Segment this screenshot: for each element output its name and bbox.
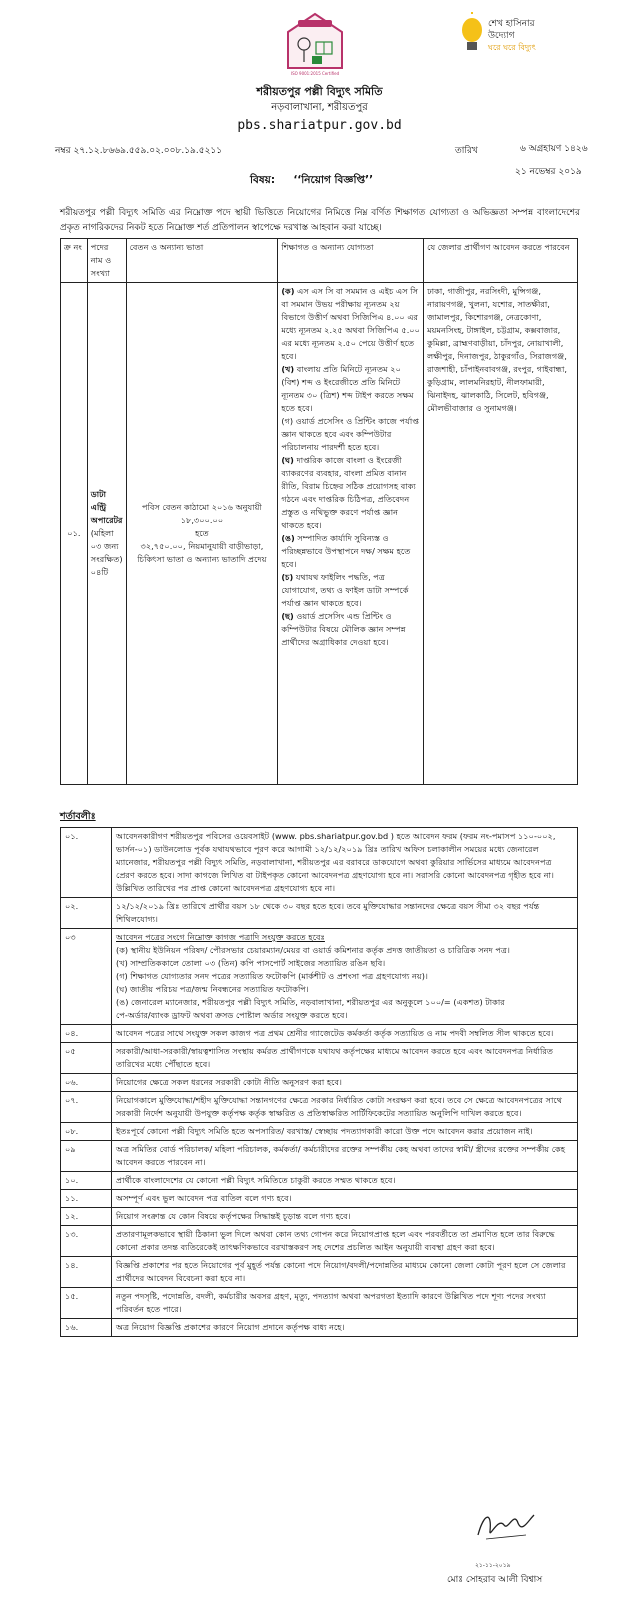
term-text: আবেদন পত্রের সাথে সংযুক্ত সকল কাজগ পত্র প্রথম শ্রেনীর গ্যাজেটেড কর্মকর্তা কর্তৃক সত্যায়িত ও নাম পদবী সম্বলিত সীল থাকতে হবে। xyxy=(112,1025,578,1043)
campaign-line2: উদ্যোগ xyxy=(488,31,515,41)
subject xyxy=(250,173,373,190)
signature xyxy=(470,1505,540,1545)
date-english: ২১ নভেম্বর ২০১৯ xyxy=(515,167,582,177)
term-row: ০৬. নিয়োগের ক্ষেত্রে সকল ধরনের সরকারী কোটা নীতি অনুসরণ করা হবে। xyxy=(61,1074,578,1092)
term-row: ০৮. ইতঃপূর্বে কোনো পল্লী বিদ্যুৎ সমিতি হতে অপসারিত/ বরখাস্ত/ স্বেচ্ছায় পদত্যাগকারী কারো উক্ত পদে আবেদন করার প্রয়োজন নাই। xyxy=(61,1123,578,1141)
org-address: নড়বালাখানা, শরীয়তপুর xyxy=(271,102,368,113)
term-text: আবেদন পত্রের সংগে নিম্নোক্ত কাগজ পত্রাদি সংযুক্ত করতে হবেঃ (ক) স্থানীয় ইউনিয়ন পরিষদ/ পৌরসভার চেয়ারম্যান/মেয়র বা ওয়ার্ড কমিশনার কর্তৃক প্রদত্ত জাতীয়তা ও চারিত্রিক সনদ পত্র। (খ) সাম্প্রতিককালে তোলা ০৩ (তিন) কপি পাসপোর্ট সাইজের সত্যায়িত রঙিন ছবি। (গ) শিক্ষাগত যোগ্যতার সনদ পত্রের সত্যায়িত ফটোকপি (মার্কশীট ও প্রশংসা পত্র গ্রহণযোগ্য নয়)। (ঘ) জাতীয় পরিচয় পত্র/জন্ম নিবন্ধনের সত্যায়িত ফটোকপি। (ঙ) জেনারেল ম্যানেজার, শরীয়তপুর পল্লী বিদ্যুৎ সমিতি, নড়বালাখানা, শরীয়তপুর এর অনুকূলে ১০০/= (একশত) টাকার পে-অর্ডার/ব্যাংক ড্রাফট অথবা ক্রসড পোষ্টাল অর্ডার সংযুক্ত করতে হবে। xyxy=(112,929,578,1025)
term-row: ১১. অসম্পূর্ণ এবং ভুল আবেদন পত্র বাতিল বলে গণ্য হবে। xyxy=(61,1190,578,1208)
subject-label: বিষয়: xyxy=(250,174,276,186)
header-districts: যে জেলার প্রার্থীগণ আবেদন করতে পারবেন xyxy=(424,239,578,283)
salary-line3: ৩২,৭৫০.০০, নিয়মানুযায়ী বাড়ীভাড়া, চিকিৎসা ভাতা ও অন্যান্য ভাতাদি প্রদেয় xyxy=(137,541,267,564)
term-text: অত্র নিয়োগ বিজ্ঞপ্তি প্রকাশের কারণে নিয়োগ প্রদানে কর্তৃপক্ষ বাধ্য নহে। xyxy=(112,1319,578,1337)
iso-text: ISO 9001:2015 Certified xyxy=(290,71,340,76)
term-row: ০৩ আবেদন পত্রের সংগে নিম্নোক্ত কাগজ পত্রাদি সংযুক্ত করতে হবেঃ (ক) স্থানীয় ইউনিয়ন পরিষদ/ পৌরসভার চেয়ারম্যান/মেয়র বা ওয়ার্ড কমিশনার কর্তৃক প্রদত্ত জাতীয়তা ও চারিত্রিক সনদ পত্র। (খ) সাম্প্রতিককালে তোলা ০৩ (তিন) কপি পাসপোর্ট সাইজের সত্যায়িত রঙিন ছবি। (গ) শিক্ষাগত যোগ্যতার সনদ পত্রের সত্যায়িত ফটোকপি (মার্কশীট ও প্রশংসা পত্র গ্রহণযোগ্য নয়)। (ঘ) জাতীয় পরিচয় পত্র/জন্ম নিবন্ধনের সত্যায়িত ফটোকপি। (ঙ) জেনারেল ম্যানেজার, শরীয়তপুর পল্লী বিদ্যুৎ সমিতি, নড়বালাখানা, শরীয়তপুর এর অনুকূলে ১০০/= (একশত) টাকার পে-অর্ডার/ব্যাংক ড্রাফট অথবা ক্রসড পোষ্টাল অর্ডার সংযুক্ত করতে হবে। xyxy=(61,929,578,1025)
intro-paragraph: শরীয়তপুর পল্লী বিদ্যুৎ সমিতি এর নিম্নোক্ত পদে স্থায়ী ভিত্তিতে নিয়োগের নিমিত্তে নিম্ন বর্ণিত শিক্ষাগত যোগ্যতা ও অভিজ্ঞতা সম্পন্ন বাংলাদেশের প্রকৃত নাগরিকদের নিকট হতে নিম্নোক্ত শর্ত প্রতিপালন স্বাপেক্ষে দরখাস্ত আহবান করা যাচ্ছে। xyxy=(60,208,580,233)
term-text: ১২/১২/২০১৯ খ্রিঃ তারিখে প্রার্থীর বয়স ১৮ থেকে ৩০ বছর হতে হবে। তবে মুক্তিযোদ্ধার সন্তানদের ক্ষেত্রে বয়স সীমা ৩২ বছর পর্যন্ত শিথিলযোগ্য। xyxy=(112,898,578,929)
term-row: ১০. প্রার্থীকে বাংলাদেশের যে কোনো পল্লী বিদ্যুৎ সমিতিতে চাকুরী করতে সম্মত থাকতে হবে। xyxy=(61,1172,578,1190)
header-post: পদের নাম ও সংখ্যা xyxy=(87,239,126,283)
qualification-item: (ছ) ওয়ার্ড প্রসেসিং এন্ড প্রিন্টিং ও কম্পিউটার বিষয়ে মৌলিক জ্ঞান সম্পন্ন প্রার্থীদের অগ্রাধিকার দেওয়া হবে। xyxy=(281,611,406,647)
term-text: ইতঃপূর্বে কোনো পল্লী বিদ্যুৎ সমিতি হতে অপসারিত/ বরখাস্ত/ স্বেচ্ছায় পদত্যাগকারী কারো উক্ত পদে আবেদন করার প্রয়োজন নাই। xyxy=(112,1123,578,1141)
pbs-logo xyxy=(282,10,348,78)
campaign-line3: ঘরে ঘরে বিদ্যুৎ xyxy=(488,43,536,52)
qualification-item: (চ) যথাযথ ফাইলিং পদ্ধতি, পত্র যোগাযোগ, তথ্য ও ফাইল ডাটা সম্পর্কে পর্যাপ্ত জ্ঞান থাকতে হবে। xyxy=(281,572,409,608)
term-text: নিয়োগকালে মুক্তিযোদ্ধা/শহীদ মুক্তিযোদ্ধা সন্তানগণের ক্ষেত্রে সরকার নির্ধারিত কোটা সংরক্ষণ করা হবে। তবে সে ক্ষেত্রে আবেদনপত্রের সাথে সরকারী নির্দেশ অনুযায়ী উপযুক্ত কর্তৃপক্ষ কর্তৃক স্বাক্ষরিত ও প্রতিস্বাক্ষরিত সার্টিফিকেটের সত্যায়িত অনুলিপি দাখিল করতে হবে। xyxy=(112,1092,578,1123)
qualification-item: (ঘ) দাপ্তরিক কাজে বাংলা ও ইংরেজী ব্যাকরণের ব্যবহার, বাংলা প্রমিত বানান রীতি, বিরাম চিহ্নের সঠিক প্রয়োগসহ বাক্য গঠনে এবং দাপ্তরিক চিঠিপত্র, প্রতিবেদন প্রস্তুত ও নথিভুক্ত করণে পর্যাপ্ত জ্ঞান থাকতে হবে। xyxy=(281,455,416,530)
row-sl: ০১. xyxy=(61,283,88,785)
subject-text: ‘‘নিয়োগ বিজ্ঞপ্তি’’ xyxy=(293,174,374,186)
qualification-item: (খ) বাংলায় প্রতি মিনিটে ন্যূনতম ২০ (বিশ) শব্দ ও ইংরেজীতে প্রতি মিনিটে ন্যূনতম ৩০ (ত্রিশ) শব্দ টাইপ করতে সক্ষম হতে হবে। xyxy=(281,364,414,413)
terms-table xyxy=(60,827,578,1337)
qualification-item: (ক) এস এস সি বা সমমান ও এইচ এস সি বা সমমান উভয় পরীক্ষায় ন্যূনতম ২য় বিভাগে উত্তীর্ণ অথবা সিজিপিএ ৪.০০ এর মধ্যে ন্যূনতম ২.২৫ অথবা সিজিপিএ ৫.০০ এর মধ্যে ন্যূনতম ২.৫০ পেয়ে উত্তীর্ণ হতে হবে। xyxy=(281,286,420,361)
term-text: নিয়োগের ক্ষেত্রে সকল ধরনের সরকারী কোটা নীতি অনুসরণ করা হবে। xyxy=(112,1074,578,1092)
row-qualifications xyxy=(278,283,424,785)
date-label: তারিখ xyxy=(455,146,478,156)
term-text: আবেদনকারীগণ শরীয়তপুর পবিসের ওয়েবসাইট (www. pbs.shariatpur.gov.bd ) হতে আবেদন ফরম (ফরম নং-পমাসপ ১১০-০০২, ভার্সন-০১) ডাউনলোড পূর্বক যথাযথভাবে পূরণ করে আগামী ১২/১২/২০১৯ খ্রিঃ তারিখ অফিস চলাকালীন সময়ের মধ্যে জেনারেল ম্যানেজার, শরীয়তপুর পল্লী বিদ্যুৎ সমিতি, নড়বালাখানা, শরীয়তপুর এর বরাবরে ডাকযোগে অথবা কুরিয়ার সার্ভিসের মাধ্যমে আবেদনপত্র প্রেরণ করতে হবে। সাদা কাগজে লিখিত বা টাইপকৃত কোনো আবেদনপত্র গ্রহণযোগ্য হবে না। সরাসরি কোনো আবেদনপত্র গৃহীত হবে না। উল্লিখিত তারিখের পর প্রাপ্ত কোনো আবেদনপত্র গ্রহণযোগ্য হবে না। xyxy=(112,828,578,898)
term-row: ০৭. নিয়োগকালে মুক্তিযোদ্ধা/শহীদ মুক্তিযোদ্ধা সন্তানগণের ক্ষেত্রে সরকার নির্ধারিত কোটা সংরক্ষণ করা হবে। তবে সে ক্ষেত্রে আবেদনপত্রের সাথে সরকারী নির্দেশ অনুযায়ী উপযুক্ত কর্তৃপক্ষ কর্তৃক স্বাক্ষরিত ও প্রতিস্বাক্ষরিত সার্টিফিকেটের সত্যায়িত অনুলিপি দাখিল করতে হবে। xyxy=(61,1092,578,1123)
term-text: প্রার্থীকে বাংলাদেশের যে কোনো পল্লী বিদ্যুৎ সমিতিতে চাকুরী করতে সম্মত থাকতে হবে। xyxy=(112,1172,578,1190)
term-row: ০৯ অত্র সমিতির বোর্ড পরিচালক/ মহিলা পরিচালক, কর্মকর্তা/ কর্মচারীদের রক্তের সম্পর্কীয় কেহ অথবা তাদের স্বামী/ স্ত্রীদের রক্তের সম্পর্কীয় কেহ আবেদন করতে পারবেন না। xyxy=(61,1141,578,1172)
term-row: ০২. ১২/১২/২০১৯ খ্রিঃ তারিখে প্রার্থীর বয়স ১৮ থেকে ৩০ বছর হতে হবে। তবে মুক্তিযোদ্ধার সন্তানদের ক্ষেত্রে বয়স সীমা ৩২ বছর পর্যন্ত শিথিলযোগ্য। xyxy=(61,898,578,929)
salary-line1: পবিস বেতন কাঠামো ২০১৬ অনুযায়ী ১৮,৩০০.০০ xyxy=(142,502,262,525)
signature-date: ২১-১১-২০১৯ xyxy=(475,1562,511,1569)
header-sl: ক্র নং xyxy=(61,239,88,283)
qualification-item: (ঙ) সম্পাদিত কার্যাদি সুবিন্যস্ত ও পরিচ্ছন্নভাবে উপস্থাপনে দক্ষ/ সক্ষম হতে হবে। xyxy=(281,533,411,569)
post-title: ডাটা এন্ট্রি অপারেটর xyxy=(90,489,123,525)
term-text: অসম্পূর্ণ এবং ভুল আবেদন পত্র বাতিল বলে গণ্য হবে। xyxy=(112,1190,578,1208)
term-text: অত্র সমিতির বোর্ড পরিচালক/ মহিলা পরিচালক, কর্মকর্তা/ কর্মচারীদের রক্তের সম্পর্কীয় কেহ অথবা তাদের স্বামী/ স্ত্রীদের রক্তের সম্পর্কীয় কেহ আবেদন করতে পারবেন না। xyxy=(112,1141,578,1172)
vacancy-row xyxy=(61,283,578,785)
date-bangla: ৬ অগ্রহায়ণ ১৪২৬ xyxy=(520,144,588,154)
campaign-line1: শেখ হাসিনার xyxy=(488,19,535,29)
term-text: প্রতারণামূলকভাবে স্থায়ী ঠিকানা ভুল দিলে অথবা কোন তথ্য গোপন করে নিয়োগপ্রাপ্ত হলে এবং পরবর্তীতে তা প্রমাণিত হলে তার বিরুদ্ধে কোনো প্রকার তদন্ত ব্যতিরেকেই তাৎক্ষণিকভাবে বরখাস্তকরণ সহ দেশের প্রচলিত আইন অনুযায়ী ব্যবস্থা গ্রহণ করা হবে। xyxy=(112,1226,578,1257)
header-qualification: শিক্ষাগত ও অন্যান্য যোগ্যতা xyxy=(278,239,424,283)
org-name: শরীয়তপুর পল্লী বিদ্যুৎ সমিতি xyxy=(256,85,383,98)
row-post xyxy=(87,283,126,785)
qualification-item: (গ) ওয়ার্ড প্রসেসিং ও প্রিন্টিং কাজে পর্যাপ্ত জ্ঞান থাকতে হবে এবং কম্পিউটার পরিচালনায় পারদর্শী হতে হবে। xyxy=(281,416,419,452)
term-text: বিজ্ঞপ্তি প্রকাশের পর হতে নিয়োগের পূর্ব মুহূর্ত পর্যন্ত কোনো পদে নিয়োগ/বদলী/পদোন্নতির মাধ্যমে কোনো জেলা কোটা পূরণ হলে সে জেলার প্রার্থীদের আবেদন বিবেচনা করা হবে না। xyxy=(112,1257,578,1288)
campaign-logo xyxy=(458,12,578,60)
term-text: সরকারী/আধা-সরকারী/স্বায়ত্বশাসিত সংস্থায় কর্মরত প্রার্থীগণকে যথাযথ কর্তৃপক্ষের মাধ্যমে আবেদন করতে হবে এবং আবেদনপত্র নির্ধারিত তারিখের মধ্যে পৌঁছাতে হবে। xyxy=(112,1043,578,1074)
signer-name: মোঃ সোহরাব আলী বিশ্বাস xyxy=(447,1575,543,1585)
memo-number: নম্বর ২৭.১২.৮৬৬৯.৫৫৯.০২.০০৮.১৯.৫২১১ xyxy=(55,146,223,156)
terms-title: শর্তাবলীঃ xyxy=(60,811,96,822)
term-row: ১৪. বিজ্ঞপ্তি প্রকাশের পর হতে নিয়োগের পূর্ব মুহূর্ত পর্যন্ত কোনো পদে নিয়োগ/বদলী/পদোন্নতির মাধ্যমে কোনো জেলা কোটা পূরণ হলে সে জেলার প্রার্থীদের আবেদন বিবেচনা করা হবে না। xyxy=(61,1257,578,1288)
vacancy-table xyxy=(60,238,578,785)
term-row: ১৬. অত্র নিয়োগ বিজ্ঞপ্তি প্রকাশের কারণে নিয়োগ প্রদানে কর্তৃপক্ষ বাধ্য নহে। xyxy=(61,1319,578,1337)
header-salary: বেতন ও অন্যান্য ভাতা xyxy=(126,239,278,283)
term-row: ০১. আবেদনকারীগণ শরীয়তপুর পবিসের ওয়েবসাইট (www. pbs.shariatpur.gov.bd ) হতে আবেদন ফরম (ফরম নং-পমাসপ ১১০-০০২, ভার্সন-০১) ডাউনলোড পূর্বক যথাযথভাবে পূরণ করে আগামী ১২/১২/২০১৯ খ্রিঃ তারিখ অফিস চলাকালীন সময়ের মধ্যে জেনারেল ম্যানেজার, শরীয়তপুর পল্লী বিদ্যুৎ সমিতি, নড়বালাখানা, শরীয়তপুর এর বরাবরে ডাকযোগে অথবা কুরিয়ার সার্ভিসের মাধ্যমে আবেদনপত্র প্রেরণ করতে হবে। সাদা কাগজে লিখিত বা টাইপকৃত কোনো আবেদনপত্র গ্রহণযোগ্য হবে না। সরাসরি কোনো আবেদনপত্র গৃহীত হবে না। উল্লিখিত তারিখের পর প্রাপ্ত কোনো আবেদনপত্র গ্রহণযোগ্য হবে না। xyxy=(61,828,578,898)
row-salary xyxy=(126,283,278,785)
post-detail: (মহিলা ০৩ জন্য সংরক্ষিত) ০৪টি xyxy=(90,528,123,577)
row-districts: ঢাকা, গাজীপুর, নরসিংদী, মুন্সিগঞ্জ, নারায়ণগঞ্জ, খুলনা, যশোর, সাতক্ষীরা, জামালপুর, কিশোরগঞ্জ, নেত্রকোণা, ময়মনসিংহ, টাঙ্গাইল, চট্টগ্রাম, কক্সবাজার, কুমিল্লা, ব্রাহ্মণবাড়ীয়া, চাঁদপুর, নোয়াখালী, লক্ষীপুর, দিনাজপুর, ঠাকুরগাঁও, সিরাজগঞ্জ, রাজশাহী, চাঁপাইনবাবগঞ্জ, রংপুর, গাইবান্ধা, কুড়িগ্রাম, লালমনিরহাট, নীলফামারী, ঝিনাইদহ, ঝালকাঠি, সিলেট, হবিগঞ্জ, মৌলভীবাজার ও সুনামগঞ্জ। xyxy=(424,283,578,785)
term-text: নতুন পদসৃষ্টি, পদোন্নতি, বদলী, কর্মচারীর অবসর গ্রহণ, মৃত্যু, পদত্যাগ অথবা অপরগতা ইত্যাদি কারণে উল্লিখিত পদে শূণ্য পদের সংখ্যা পরিবর্তন হতে পারে। xyxy=(112,1288,578,1319)
term-text: নিয়োগ সংক্রান্ত যে কোন বিষয়ে কর্তৃপক্ষের সিদ্ধান্তই চূড়ান্ত বলে গণ্য হবে। xyxy=(112,1208,578,1226)
salary-line2: হতে xyxy=(195,528,209,538)
term-row: ০৪. আবেদন পত্রের সাথে সংযুক্ত সকল কাজগ পত্র প্রথম শ্রেনীর গ্যাজেটেড কর্মকর্তা কর্তৃক সত্যায়িত ও নাম পদবী সম্বলিত সীল থাকতে হবে। xyxy=(61,1025,578,1043)
vacancy-header-row xyxy=(61,239,578,283)
term-row: ০৫ সরকারী/আধা-সরকারী/স্বায়ত্বশাসিত সংস্থায় কর্মরত প্রার্থীগণকে যথাযথ কর্তৃপক্ষের মাধ্যমে আবেদন করতে হবে এবং আবেদনপত্র নির্ধারিত তারিখের মধ্যে পৌঁছাতে হবে। xyxy=(61,1043,578,1074)
term-row: ১৫. নতুন পদসৃষ্টি, পদোন্নতি, বদলী, কর্মচারীর অবসর গ্রহণ, মৃত্যু, পদত্যাগ অথবা অপরগতা ইত্যাদি কারণে উল্লিখিত পদে শূণ্য পদের সংখ্যা পরিবর্তন হতে পারে। xyxy=(61,1288,578,1319)
term-row: ১২. নিয়োগ সংক্রান্ত যে কোন বিষয়ে কর্তৃপক্ষের সিদ্ধান্তই চূড়ান্ত বলে গণ্য হবে। xyxy=(61,1208,578,1226)
term-row: ১৩. প্রতারণামূলকভাবে স্থায়ী ঠিকানা ভুল দিলে অথবা কোন তথ্য গোপন করে নিয়োগপ্রাপ্ত হলে এবং পরবর্তীতে তা প্রমাণিত হলে তার বিরুদ্ধে কোনো প্রকার তদন্ত ব্যতিরেকেই তাৎক্ষণিকভাবে বরখাস্তকরণ সহ দেশের প্রচলিত আইন অনুযায়ী ব্যবস্থা গ্রহণ করা হবে। xyxy=(61,1226,578,1257)
org-website[interactable]: pbs.shariatpur.gov.bd xyxy=(237,118,402,133)
